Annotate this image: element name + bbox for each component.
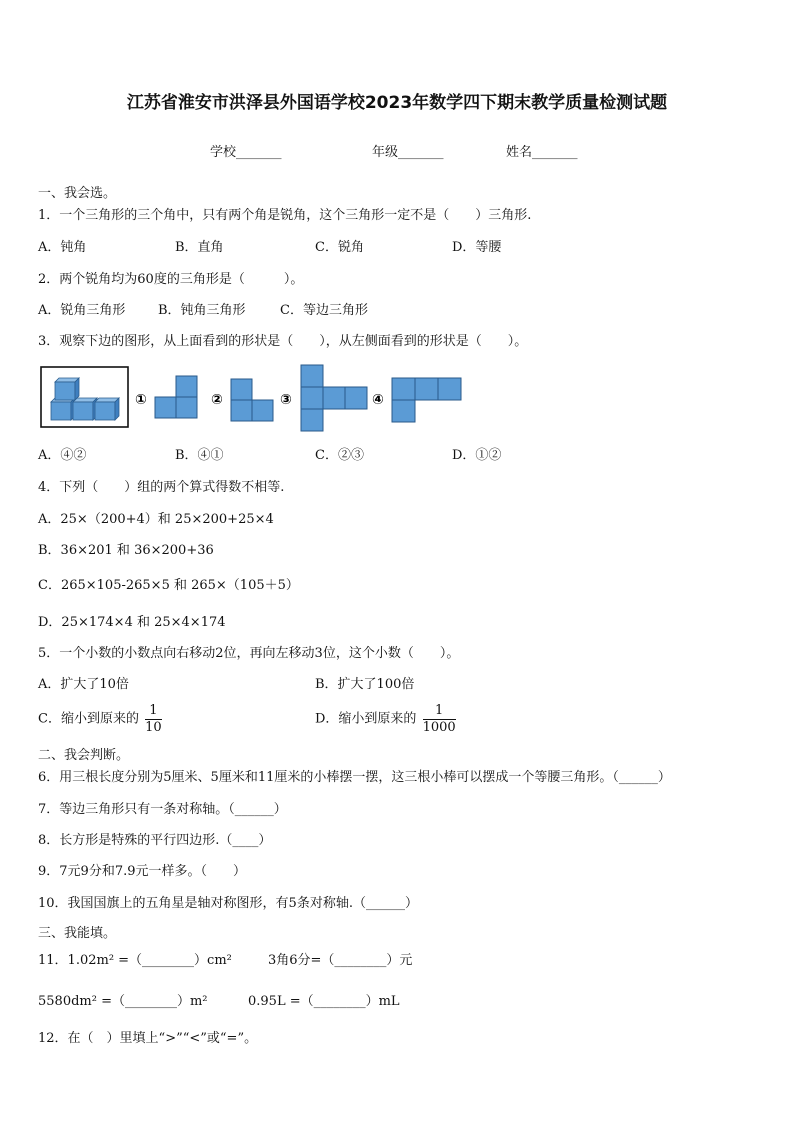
section-heading-2: 二、我会判断。 xyxy=(38,748,130,763)
name-field[interactable]: 姓名_______ xyxy=(506,145,578,160)
question-1-option-a[interactable]: A．钝角 xyxy=(38,240,87,255)
question-3-option-a[interactable]: A．④② xyxy=(38,448,87,463)
fraction-one-thousandth xyxy=(423,703,456,736)
question-4-option-c[interactable]: C．265×105-265×5 和 265×（105＋5） xyxy=(38,578,299,593)
view-1-shape xyxy=(155,376,197,418)
judge-question-9[interactable]: 9．7元9分和7.9元一样多。（ ） xyxy=(38,864,246,879)
fraction-numerator: 1 xyxy=(423,703,456,720)
fill-question-11-b[interactable]: 3角6分=（________）元 xyxy=(268,953,413,968)
question-1-stem: 1．一个三角形的三个角中，只有两个角是锐角，这个三角形一定不是（ ）三角形. xyxy=(38,208,532,223)
question-2-option-b[interactable]: B．钝角三角形 xyxy=(158,303,246,318)
figure-label-2: ② xyxy=(211,392,223,408)
question-4-stem: 4．下列（ ）组的两个算式得数不相等. xyxy=(38,480,285,495)
question-5-option-b[interactable]: B．扩大了100倍 xyxy=(315,677,415,692)
fill-question-11-c[interactable]: 5580dm² =（________）m² xyxy=(38,994,208,1009)
fraction-one-tenth xyxy=(145,703,162,736)
view-3-shape xyxy=(301,365,367,431)
section-heading-3: 三、我能填。 xyxy=(38,926,117,941)
question-3-option-c[interactable]: C．②③ xyxy=(315,448,364,463)
question-2-option-c[interactable]: C．等边三角形 xyxy=(280,303,368,318)
judge-question-6[interactable]: 6．用三根长度分别为5厘米、5厘米和11厘米的小棒摆一摆，这三根小棒可以摆成一个等腰三角形。（______） xyxy=(38,770,671,785)
view-4-shape xyxy=(392,378,461,422)
view-2-shape xyxy=(231,379,273,421)
question-4-option-a[interactable]: A．25×（200+4）和 25×200+25×4 xyxy=(38,512,274,527)
grade-field[interactable]: 年级_______ xyxy=(372,145,444,160)
figure-label-3: ③ xyxy=(280,392,292,408)
question-5-stem: 5．一个小数的小数点向右移动2位，再向左移动3位，这个小数（ ）。 xyxy=(38,646,460,661)
question-3-option-d[interactable]: D．①② xyxy=(452,448,502,463)
judge-question-8[interactable]: 8．长方形是特殊的平行四边形.（____） xyxy=(38,833,272,848)
fill-question-11-d[interactable]: 0.95L =（________）mL xyxy=(248,994,400,1009)
page-title: 江苏省淮安市洪泽县外国语学校2023年数学四下期末教学质量检测试题 xyxy=(126,93,668,113)
question-1-option-b[interactable]: B．直角 xyxy=(175,240,224,255)
fraction-denominator: 1000 xyxy=(422,720,456,735)
question-5-option-d[interactable] xyxy=(315,703,456,736)
question-3-option-b[interactable]: B．④① xyxy=(175,448,224,463)
fraction-numerator: 1 xyxy=(145,703,162,720)
question-3-figure xyxy=(38,362,468,434)
figure-label-1: ① xyxy=(135,392,147,408)
question-1-option-d[interactable]: D．等腰 xyxy=(452,240,502,255)
judge-question-10[interactable]: 10．我国国旗上的五角星是轴对称图形，有5条对称轴.（______） xyxy=(38,896,418,911)
figure-label-4: ④ xyxy=(372,392,384,408)
option-d-text: D．缩小到原来的 xyxy=(315,711,417,727)
section-heading-1: 一、我会选。 xyxy=(38,186,117,201)
question-1-option-c[interactable]: C．锐角 xyxy=(315,240,364,255)
question-4-option-d[interactable]: D．25×174×4 和 25×4×174 xyxy=(38,615,226,630)
fraction-denominator: 10 xyxy=(145,720,162,735)
cube-solid-figure xyxy=(41,367,128,427)
fill-question-12: 12．在（ ）里填上“>”“<”或“=”。 xyxy=(38,1031,258,1046)
question-5-option-c[interactable] xyxy=(38,703,162,736)
question-2-stem: 2．两个锐角均为60度的三角形是（ ）。 xyxy=(38,272,304,287)
option-c-text: C．缩小到原来的 xyxy=(38,711,139,727)
judge-question-7[interactable]: 7．等边三角形只有一条对称轴。（______） xyxy=(38,802,287,817)
question-3-stem: 3．观察下边的图形，从上面看到的形状是（ ），从左侧面看到的形状是（ ）。 xyxy=(38,334,528,349)
question-5-option-a[interactable]: A．扩大了10倍 xyxy=(38,677,129,692)
question-2-option-a[interactable]: A．锐角三角形 xyxy=(38,303,126,318)
fill-question-11-a[interactable]: 11．1.02m² =（________）cm² xyxy=(38,953,232,968)
question-4-option-b[interactable]: B．36×201 和 36×200+36 xyxy=(38,543,214,558)
school-field[interactable]: 学校_______ xyxy=(210,145,282,160)
